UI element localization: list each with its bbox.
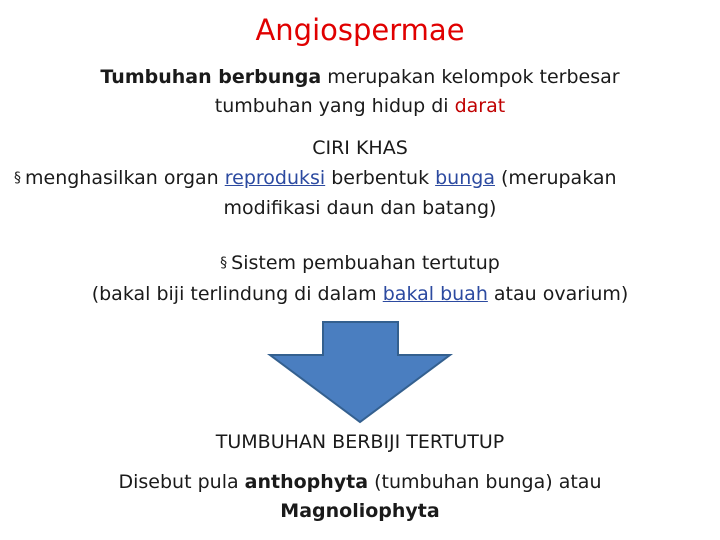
char1-text-a: menghasilkan organ [25, 167, 225, 189]
characteristic-1-line-2: modifikasi daun dan batang) [223, 197, 497, 219]
page-title: Angiospermae [255, 13, 465, 47]
char2-text-c: atau ovarium) [487, 283, 629, 305]
bullet-icon: § [14, 170, 21, 186]
char1-text-e: (merupakan [494, 167, 617, 189]
intro-red-word: darat [454, 95, 506, 117]
section-heading-ciri-khas: CIRI KHAS [312, 137, 408, 159]
intro-text-1: merupakan kelompok terbesar [321, 66, 620, 88]
char2-text-1: Sistem pembuahan tertutup [231, 252, 500, 274]
char2-text-a: (bakal biji terlindung di dalam [91, 283, 383, 305]
term-anthophyta: anthophyta [244, 471, 369, 493]
intro-text-2: tumbuhan yang hidup di [214, 95, 455, 117]
link-bakal-buah[interactable]: bakal buah [382, 283, 488, 305]
bullet-icon: § [220, 255, 228, 271]
char1-text-c: berbentuk [325, 167, 436, 189]
definition-text-a: Disebut pula [118, 471, 245, 493]
term-magnoliophyta: Magnoliophyta [280, 500, 440, 522]
definition-text-c: (tumbuhan bunga) atau [368, 471, 602, 493]
intro-bold-term: Tumbuhan berbunga [100, 66, 322, 88]
link-bunga[interactable]: bunga [435, 167, 495, 189]
definition-line-1 [0, 467, 720, 497]
link-reproduksi[interactable]: reproduksi [224, 167, 326, 189]
conclusion-heading: TUMBUHAN BERBIJI TERTUTUP [215, 431, 505, 453]
arrow-shape [270, 322, 450, 422]
